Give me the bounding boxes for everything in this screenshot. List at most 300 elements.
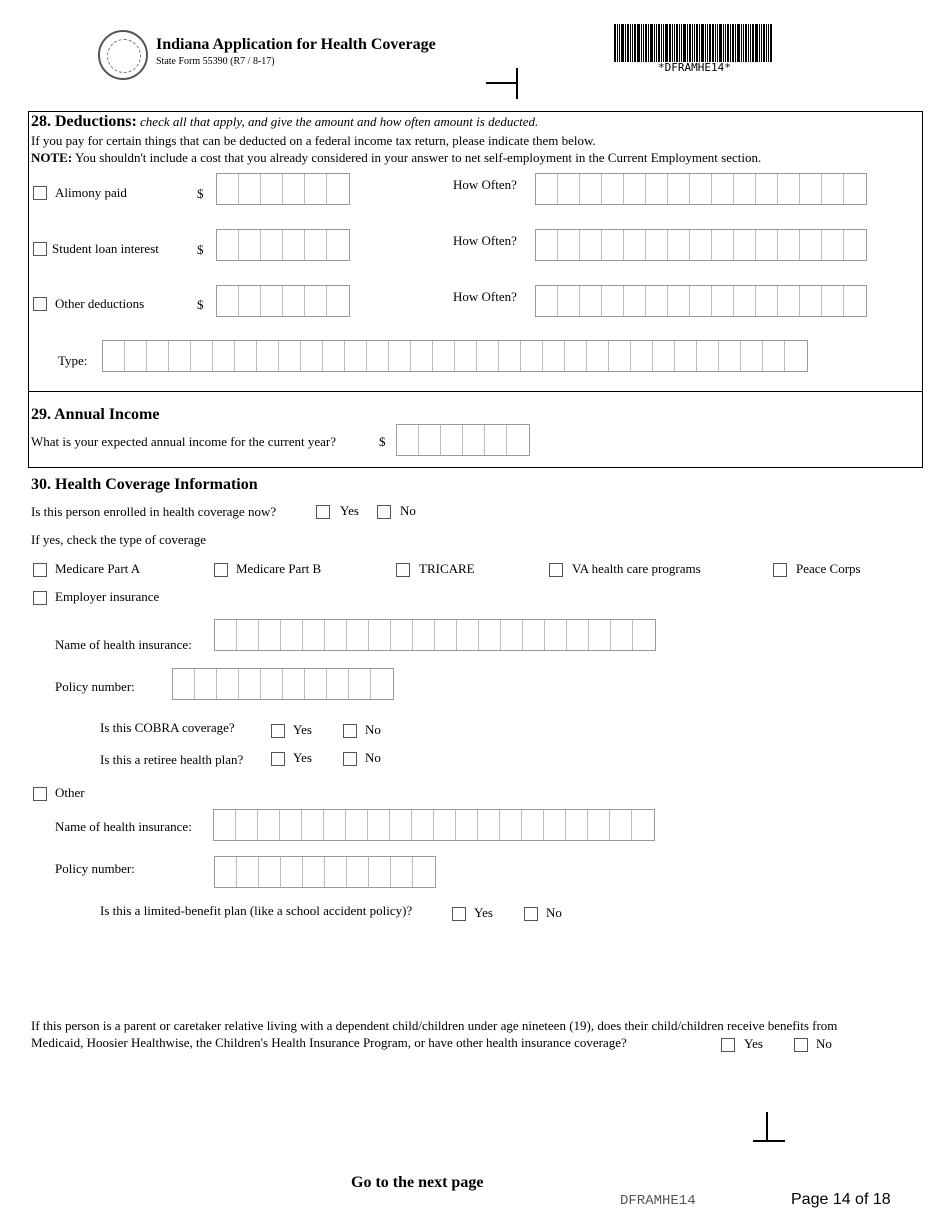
barcode-bar [752, 24, 754, 62]
parent-no-label: No [816, 1036, 832, 1051]
char-box[interactable] [283, 174, 305, 204]
barcode-bar [661, 24, 662, 62]
char-box[interactable] [323, 341, 345, 371]
char-box[interactable] [545, 620, 567, 650]
char-box[interactable] [456, 810, 478, 840]
retiree-yes-checkbox[interactable] [271, 752, 285, 766]
other-deductions-amount-input[interactable] [216, 285, 350, 317]
barcode-bar [717, 24, 718, 62]
char-box[interactable] [697, 341, 719, 371]
other-name-label: Name of health insurance: [55, 819, 192, 834]
char-box[interactable] [236, 810, 258, 840]
char-box[interactable] [441, 425, 463, 455]
char-box[interactable] [822, 286, 844, 316]
char-box[interactable] [646, 174, 668, 204]
barcode-bar [625, 24, 626, 62]
char-box[interactable] [580, 174, 602, 204]
student-loan-currency: $ [197, 242, 204, 257]
char-box[interactable] [565, 341, 587, 371]
char-box[interactable] [646, 286, 668, 316]
student-loan-amount-input[interactable] [216, 229, 350, 261]
barcode-bar [679, 24, 680, 62]
barcode-bar [683, 24, 686, 62]
limited-yes-checkbox[interactable] [452, 907, 466, 921]
barcode-bar [732, 24, 734, 62]
registration-mark-top-stem [516, 68, 518, 99]
char-box[interactable] [303, 620, 325, 650]
char-box[interactable] [239, 286, 261, 316]
char-box[interactable] [391, 620, 413, 650]
retiree-no-label: No [365, 750, 381, 765]
retiree-question: Is this a retiree health plan? [100, 752, 244, 767]
char-box[interactable] [631, 341, 653, 371]
coverage-title: 30. Health Coverage Information [31, 476, 258, 493]
char-box[interactable] [580, 230, 602, 260]
char-box[interactable] [305, 286, 327, 316]
char-box[interactable] [217, 286, 239, 316]
cobra-question: Is this COBRA coverage? [100, 720, 235, 735]
char-box[interactable] [536, 230, 558, 260]
va-checkbox[interactable] [549, 563, 563, 577]
annual-income-input[interactable] [396, 424, 530, 456]
char-box[interactable] [433, 341, 455, 371]
form-number: State Form 55390 (R7 / 8-17) [156, 56, 275, 67]
char-box[interactable] [305, 230, 327, 260]
char-box[interactable] [632, 810, 654, 840]
parent-question-line1: If this person is a parent or caretaker relative living with a dependent child/children under age nineteen (19), does their child/children receive benefits from [31, 1018, 838, 1033]
barcode-bar [681, 24, 682, 62]
char-box[interactable] [536, 174, 558, 204]
char-box[interactable] [463, 425, 485, 455]
barcode-bar [650, 24, 653, 62]
char-box[interactable] [214, 810, 236, 840]
barcode-bar [632, 24, 633, 62]
char-box[interactable] [327, 286, 349, 316]
char-box[interactable] [712, 286, 734, 316]
other-policy-input[interactable] [214, 856, 436, 888]
note-text: You shouldn't include a cost that you already considered in your answer to net self-employment in the Current Employment section. [74, 150, 762, 165]
other-deductions-checkbox[interactable] [33, 297, 47, 311]
char-box[interactable] [283, 230, 305, 260]
char-box[interactable] [501, 620, 523, 650]
char-box[interactable] [283, 669, 305, 699]
char-box[interactable] [258, 810, 280, 840]
char-box[interactable] [675, 341, 697, 371]
char-box[interactable] [349, 669, 371, 699]
barcode-bar [696, 24, 698, 62]
student-loan-checkbox[interactable] [33, 242, 47, 256]
char-box[interactable] [195, 669, 217, 699]
char-box[interactable] [213, 341, 235, 371]
char-box[interactable] [844, 230, 866, 260]
char-box[interactable] [345, 341, 367, 371]
char-box[interactable] [413, 620, 435, 650]
barcode-bar [645, 24, 647, 62]
char-box[interactable] [215, 857, 237, 887]
barcode-bar [665, 24, 668, 62]
char-box[interactable] [741, 341, 763, 371]
char-box[interactable] [602, 286, 624, 316]
char-box[interactable] [778, 230, 800, 260]
char-box[interactable] [477, 341, 499, 371]
char-box[interactable] [624, 174, 646, 204]
barcode-bar [676, 24, 678, 62]
barcode-bar [705, 24, 706, 62]
cobra-no-checkbox[interactable] [343, 724, 357, 738]
barcode-bar [694, 24, 695, 62]
char-box[interactable] [800, 286, 822, 316]
char-box[interactable] [455, 341, 477, 371]
char-box[interactable] [217, 230, 239, 260]
form-title: Indiana Application for Health Coverage [156, 36, 436, 53]
char-box[interactable] [281, 857, 303, 887]
barcode-bar [672, 24, 673, 62]
barcode-bar [761, 24, 762, 62]
char-box[interactable] [346, 810, 368, 840]
barcode-bar [727, 24, 729, 62]
char-box[interactable] [347, 857, 369, 887]
char-box[interactable] [558, 286, 580, 316]
char-box[interactable] [822, 174, 844, 204]
char-box[interactable] [391, 857, 413, 887]
barcode-bar [656, 24, 657, 62]
char-box[interactable] [785, 341, 807, 371]
char-box[interactable] [283, 286, 305, 316]
char-box[interactable] [411, 341, 433, 371]
char-box[interactable] [844, 286, 866, 316]
retiree-yes-label: Yes [293, 750, 312, 765]
barcode-bar [743, 24, 744, 62]
char-box[interactable] [756, 286, 778, 316]
barcode-bar [692, 24, 693, 62]
char-box[interactable] [239, 669, 261, 699]
char-box[interactable] [588, 810, 610, 840]
char-box[interactable] [125, 341, 147, 371]
char-box[interactable] [624, 230, 646, 260]
limited-yes-label: Yes [474, 905, 493, 920]
char-box[interactable] [435, 620, 457, 650]
char-box[interactable] [844, 174, 866, 204]
char-box[interactable] [712, 174, 734, 204]
registration-mark-bottom-stem [766, 1112, 768, 1142]
barcode-bar [619, 24, 620, 62]
char-box[interactable] [778, 286, 800, 316]
char-box[interactable] [580, 286, 602, 316]
medicare-a-checkbox[interactable] [33, 563, 47, 577]
annual-income-currency: $ [379, 434, 386, 449]
char-box[interactable] [485, 425, 507, 455]
char-box[interactable] [800, 174, 822, 204]
char-box[interactable] [173, 669, 195, 699]
char-box[interactable] [259, 620, 281, 650]
enrolled-yes-label: Yes [340, 503, 359, 518]
employer-name-input[interactable] [214, 619, 656, 651]
student-loan-how-often-label: How Often? [453, 233, 517, 248]
barcode-text: *DFRAMHE14* [658, 61, 731, 74]
indiana-state-seal [98, 30, 148, 80]
char-box[interactable] [324, 810, 346, 840]
char-box[interactable] [558, 230, 580, 260]
barcode-bar [637, 24, 640, 62]
deductions-note [31, 150, 761, 166]
other-coverage-label: Other [55, 785, 85, 800]
char-box[interactable] [281, 620, 303, 650]
char-box[interactable] [215, 620, 237, 650]
other-deductions-how-often-input[interactable] [535, 285, 867, 317]
char-box[interactable] [434, 810, 456, 840]
parent-yes-checkbox[interactable] [721, 1038, 735, 1052]
char-box[interactable] [371, 669, 393, 699]
barcode-bar [745, 24, 747, 62]
deductions-title: 28. Deductions: [31, 113, 137, 130]
type-input[interactable] [102, 340, 808, 372]
char-box[interactable] [523, 620, 545, 650]
char-box[interactable] [301, 341, 323, 371]
char-box[interactable] [369, 857, 391, 887]
char-box[interactable] [325, 620, 347, 650]
char-box[interactable] [734, 230, 756, 260]
char-box[interactable] [536, 286, 558, 316]
char-box[interactable] [389, 341, 411, 371]
char-box[interactable] [763, 341, 785, 371]
alimony-amount-input[interactable] [216, 173, 350, 205]
barcode-bar [759, 24, 760, 62]
medicare-b-checkbox[interactable] [214, 563, 228, 577]
char-box[interactable] [822, 230, 844, 260]
va-label: VA health care programs [572, 561, 701, 576]
barcode-bar [634, 24, 636, 62]
char-box[interactable] [369, 620, 391, 650]
char-box[interactable] [257, 341, 279, 371]
char-box[interactable] [327, 230, 349, 260]
parent-yes-label: Yes [744, 1036, 763, 1051]
char-box[interactable] [280, 810, 302, 840]
char-box[interactable] [633, 620, 655, 650]
char-box[interactable] [609, 341, 631, 371]
char-box[interactable] [610, 810, 632, 840]
char-box[interactable] [479, 620, 501, 650]
peace-corps-label: Peace Corps [796, 561, 861, 576]
cobra-no-label: No [365, 722, 381, 737]
char-box[interactable] [302, 810, 324, 840]
barcode-bar [617, 24, 618, 62]
barcode-bar [725, 24, 726, 62]
char-box[interactable] [261, 174, 283, 204]
barcode-bar [641, 24, 642, 62]
employer-policy-label: Policy number: [55, 679, 135, 694]
employer-policy-input[interactable] [172, 668, 394, 700]
page-number: Page 14 of 18 [791, 1191, 891, 1208]
char-box[interactable] [668, 174, 690, 204]
char-box[interactable] [217, 669, 239, 699]
limited-no-label: No [546, 905, 562, 920]
annual-income-title: 29. Annual Income [31, 406, 160, 423]
retiree-no-checkbox[interactable] [343, 752, 357, 766]
employer-insurance-checkbox[interactable] [33, 591, 47, 605]
char-box[interactable] [624, 286, 646, 316]
barcode-bar [643, 24, 644, 62]
char-box[interactable] [303, 857, 325, 887]
barcode-bar [699, 24, 700, 62]
cobra-yes-label: Yes [293, 722, 312, 737]
enrolled-no-checkbox[interactable] [377, 505, 391, 519]
other-deductions-currency: $ [197, 297, 204, 312]
deductions-intro: If you pay for certain things that can be deducted on a federal income tax return, please indicate them below. [31, 133, 596, 148]
deductions-heading [31, 113, 538, 131]
barcode [614, 24, 773, 62]
char-box[interactable] [305, 174, 327, 204]
employer-name-label: Name of health insurance: [55, 637, 192, 652]
barcode-bar [763, 24, 765, 62]
footer-form-code: DFRAMHE14 [620, 1193, 696, 1209]
char-box[interactable] [653, 341, 675, 371]
char-box[interactable] [367, 341, 389, 371]
enrolled-question: Is this person enrolled in health coverage now? [31, 504, 277, 519]
barcode-bar [658, 24, 660, 62]
char-box[interactable] [457, 620, 479, 650]
char-box[interactable] [413, 857, 435, 887]
char-box[interactable] [390, 810, 412, 840]
char-box[interactable] [499, 341, 521, 371]
barcode-bar [689, 24, 691, 62]
barcode-bar [630, 24, 631, 62]
tricare-checkbox[interactable] [396, 563, 410, 577]
registration-mark-bottom [753, 1140, 785, 1142]
barcode-bar [701, 24, 704, 62]
alimony-currency: $ [197, 186, 204, 201]
char-box[interactable] [169, 341, 191, 371]
medicare-b-label: Medicare Part B [236, 561, 322, 576]
char-box[interactable] [368, 810, 390, 840]
student-loan-how-often-input[interactable] [535, 229, 867, 261]
char-box[interactable] [668, 230, 690, 260]
char-box[interactable] [587, 341, 609, 371]
char-box[interactable] [778, 174, 800, 204]
char-box[interactable] [259, 857, 281, 887]
char-box[interactable] [237, 857, 259, 887]
char-box[interactable] [500, 810, 522, 840]
char-box[interactable] [567, 620, 589, 650]
char-box[interactable] [646, 230, 668, 260]
char-box[interactable] [419, 425, 441, 455]
other-name-input[interactable] [213, 809, 655, 841]
alimony-label: Alimony paid [55, 185, 127, 200]
char-box[interactable] [668, 286, 690, 316]
peace-corps-checkbox[interactable] [773, 563, 787, 577]
limited-benefit-question: Is this a limited-benefit plan (like a school accident policy)? [100, 903, 413, 918]
barcode-bar [709, 24, 711, 62]
barcode-bar [663, 24, 664, 62]
barcode-bar [654, 24, 655, 62]
medicare-a-label: Medicare Part A [55, 561, 141, 576]
char-box[interactable] [522, 810, 544, 840]
char-box[interactable] [690, 174, 712, 204]
barcode-bar [648, 24, 649, 62]
char-box[interactable] [800, 230, 822, 260]
char-box[interactable] [261, 286, 283, 316]
char-box[interactable] [261, 669, 283, 699]
deductions-instruction: check all that apply, and give the amount and how often amount is deducted. [140, 114, 539, 129]
char-box[interactable] [325, 857, 347, 887]
char-box[interactable] [602, 230, 624, 260]
enrolled-yes-checkbox[interactable] [316, 505, 330, 519]
char-box[interactable] [690, 286, 712, 316]
char-box[interactable] [235, 341, 257, 371]
char-box[interactable] [756, 174, 778, 204]
barcode-bar [770, 24, 772, 62]
alimony-how-often-input[interactable] [535, 173, 867, 205]
tricare-label: TRICARE [419, 561, 475, 576]
barcode-bar [707, 24, 708, 62]
barcode-bar [614, 24, 616, 62]
char-box[interactable] [566, 810, 588, 840]
type-label: Type: [58, 353, 88, 368]
char-box[interactable] [611, 620, 633, 650]
char-box[interactable] [397, 425, 419, 455]
char-box[interactable] [690, 230, 712, 260]
alimony-checkbox[interactable] [33, 186, 47, 200]
barcode-bar [627, 24, 629, 62]
char-box[interactable] [191, 341, 213, 371]
char-box[interactable] [521, 341, 543, 371]
barcode-bar [741, 24, 742, 62]
barcode-bar [768, 24, 769, 62]
char-box[interactable] [558, 174, 580, 204]
char-box[interactable] [103, 341, 125, 371]
barcode-bar [715, 24, 716, 62]
char-box[interactable] [239, 230, 261, 260]
char-box[interactable] [305, 669, 327, 699]
char-box[interactable] [412, 810, 434, 840]
char-box[interactable] [239, 174, 261, 204]
char-box[interactable] [261, 230, 283, 260]
alimony-how-often-label: How Often? [453, 177, 517, 192]
char-box[interactable] [543, 341, 565, 371]
char-box[interactable] [734, 286, 756, 316]
char-box[interactable] [756, 230, 778, 260]
char-box[interactable] [734, 174, 756, 204]
char-box[interactable] [602, 174, 624, 204]
char-box[interactable] [544, 810, 566, 840]
char-box[interactable] [279, 341, 301, 371]
parent-no-checkbox[interactable] [794, 1038, 808, 1052]
char-box[interactable] [347, 620, 369, 650]
char-box[interactable] [237, 620, 259, 650]
char-box[interactable] [327, 174, 349, 204]
char-box[interactable] [147, 341, 169, 371]
other-policy-label: Policy number: [55, 861, 135, 876]
char-box[interactable] [217, 174, 239, 204]
cobra-yes-checkbox[interactable] [271, 724, 285, 738]
char-box[interactable] [589, 620, 611, 650]
barcode-bar [719, 24, 722, 62]
barcode-bar [730, 24, 731, 62]
char-box[interactable] [478, 810, 500, 840]
char-box[interactable] [719, 341, 741, 371]
barcode-bar [735, 24, 736, 62]
other-deductions-how-often-label: How Often? [453, 289, 517, 304]
employer-insurance-label: Employer insurance [55, 589, 160, 604]
limited-no-checkbox[interactable] [524, 907, 538, 921]
char-box[interactable] [712, 230, 734, 260]
char-box[interactable] [507, 425, 529, 455]
barcode-bar [750, 24, 751, 62]
other-coverage-checkbox[interactable] [33, 787, 47, 801]
barcode-bar [737, 24, 740, 62]
note-label: NOTE: [31, 150, 73, 165]
char-box[interactable] [327, 669, 349, 699]
barcode-bar [755, 24, 758, 62]
